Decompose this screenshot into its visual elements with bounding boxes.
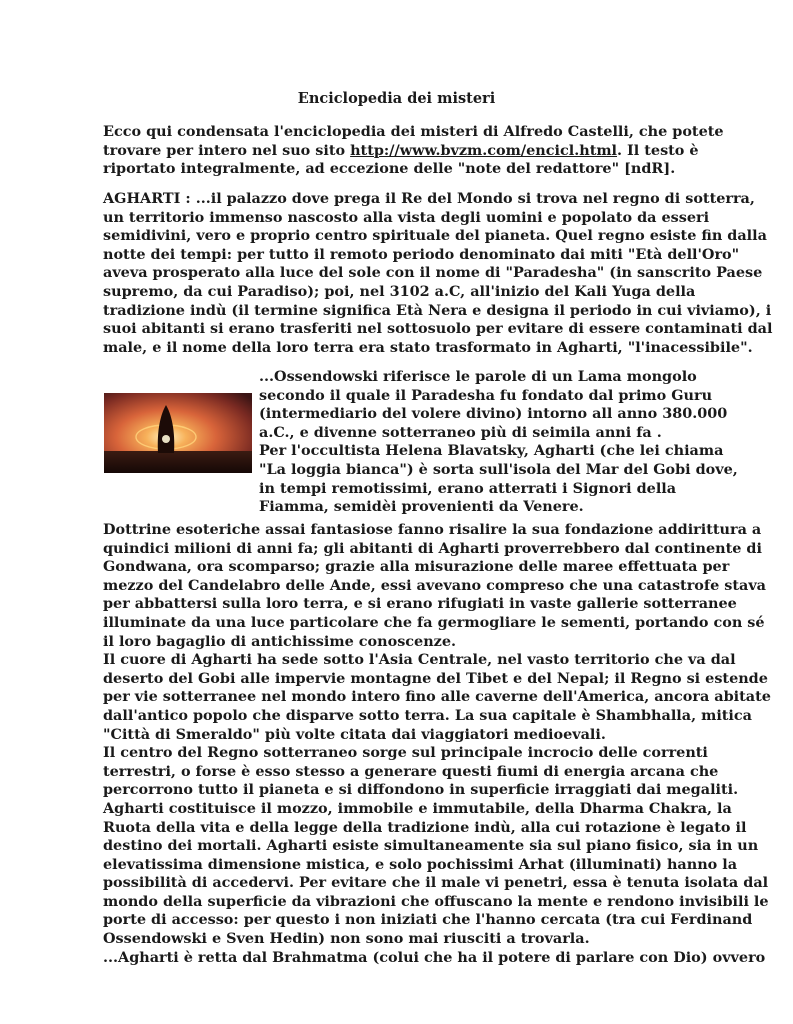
ossendowski-paragraph <box>259 368 738 517</box>
body-line: Il cuore di Agharti ha sede sotto l'Asia Centrale, nel vasto territorio che va dal <box>103 651 736 669</box>
body-line: dall'antico popolo che disparve sotto terra. La sua capitale è Shambhalla, mitica <box>103 706 752 724</box>
agharti-line: AGHARTI : ...il palazzo dove prega il Re del Mondo si trova nel regno di sotterra, <box>103 190 755 207</box>
side-line: secondo il quale il Paradesha fu fondato dal primo Guru <box>259 386 713 404</box>
agharti-paragraph <box>103 190 773 357</box>
body-line: Il centro del Regno sotterraneo sorge sul principale incrocio delle correnti <box>103 744 708 762</box>
body-line: porte di accesso: per questo i non iniziati che l'hanno cercata (tra cui Ferdinand <box>103 911 753 929</box>
page-title: Enciclopedia dei misteri <box>297 90 496 107</box>
dottrine-paragraph <box>103 521 771 967</box>
intro-text: trovare per intero nel suo sito <box>103 141 351 159</box>
side-line: Per l'occultista Helena Blavatsky, Agharti (che lei chiama <box>259 442 724 460</box>
body-line: quindici milioni di anni fa; gli abitanti di Agharti proverrebbero dal continente di <box>103 539 762 557</box>
agharti-line: male, e il nome della loro terra era stato trasformato in Agharti, "l'inacessibile". <box>103 338 753 356</box>
agharti-line: aveva prosperato alla luce del sole con il nome di "Paradesha" (in sanscrito Paese <box>103 264 763 282</box>
body-line: ...Agharti è retta dal Brahmatma (colui che ha il potere di parlare con Dio) ovvero <box>103 948 766 966</box>
body-line: deserto del Gobi alle impervie montagne del Tibet e del Nepal; il Regno si estende <box>103 669 768 687</box>
body-line: "Città di Smeraldo" più volte citata dai viaggiatori medioevali. <box>103 725 606 743</box>
body-line: mondo della superficie da vibrazioni che offuscano la mente e rendono invisibili le <box>103 892 769 910</box>
agharti-line: semidivini, vero e proprio centro spirituale del pianeta. Quel regno esiste fin dalla <box>103 227 767 245</box>
source-link[interactable]: http://www.bvzm.com/encicl.html <box>350 141 618 159</box>
side-line: "La loggia bianca") è sorta sull'isola del Mar del Gobi dove, <box>259 460 738 478</box>
side-line: a.C., e divenne sotterraneo più di seimila anni fa . <box>259 423 662 441</box>
agharti-line: notte dei tempi: per tutto il remoto periodo denominato dai miti "Età dell'Oro" <box>103 245 740 263</box>
intro-paragraph <box>103 123 724 179</box>
intro-line <box>103 141 699 161</box>
body-line: elevatissima dimensione mistica, e solo pochissimi Arhat (illuminati) hanno la <box>103 855 738 873</box>
body-line: mezzo del Candelabro delle Ande, essi avevano compreso che una catastrofe stava <box>103 576 767 594</box>
intro-text: . Il testo è <box>617 141 699 159</box>
body-line: possibilità di accedervi. Per evitare che il male vi penetri, essa è tenuta isolata dal <box>103 874 769 892</box>
body-line: Ruota della vita e della legge della tradizione indù, alla cui rotazione è legato il <box>103 818 747 836</box>
side-line: (intermediario del volere divino) intorno all anno 380.000 <box>259 405 728 423</box>
body-line: il loro bagaglio di antichissime conoscenze. <box>103 632 457 650</box>
agharti-line: un territorio immenso nascosto alla vista degli uomini e popolato da esseri <box>103 208 710 226</box>
side-line: Fiamma, semidèi provenienti da Venere. <box>259 498 584 516</box>
intro-line: riportato integralmente, ad eccezione delle "note del redattore" [ndR]. <box>103 160 676 178</box>
side-line: ...Ossendowski riferisce le parole di un Lama mongolo <box>259 368 697 385</box>
body-line: per vie sotterranee nel mondo intero fino alle caverne dell'America, ancora abitate <box>103 688 771 706</box>
body-line: Dottrine esoteriche assai fantasiose fanno risalire la sua fondazione addirittura a <box>103 521 762 538</box>
body-line: percorrono tutto il pianeta e si diffondono in superficie irraggiati dai megaliti. <box>103 781 739 799</box>
agharti-line: tradizione indù (il termine significa Età Nera e designa il periodo in cui viviamo), i <box>103 301 772 319</box>
body-line: destino dei mortali. Agharti esiste simultaneamente sia sul piano fisico, sia in un <box>103 837 759 855</box>
body-line: terrestri, o forse è esso stesso a generare questi fiumi di energia arcana che <box>103 762 719 780</box>
megalith-sunset-image <box>104 393 252 473</box>
agharti-line: suoi abitanti si erano trasferiti nel sottosuolo per evitare di essere contaminati dal <box>103 320 773 338</box>
agharti-line: supremo, da cui Paradiso); poi, nel 3102 a.C, all'inizio del Kali Yuga della <box>103 282 696 300</box>
intro-line: Ecco qui condensata l'enciclopedia dei misteri di Alfredo Castelli, che potete <box>103 123 724 140</box>
body-line: Gondwana, ora scomparso; grazie alla misurazione delle maree effettuata per <box>103 558 730 576</box>
body-line: per abbattersi sulla loro terra, e si erano rifugiati in vaste gallerie sotterranee <box>103 595 737 613</box>
body-line: illuminate da una luce particolare che fa germogliare le sementi, portando con sé <box>103 613 765 631</box>
side-line: in tempi remotissimi, erano atterrati i Signori della <box>259 479 677 497</box>
body-line: Ossendowski e Sven Hedin) non sono mai riusciti a trovarla. <box>103 930 590 948</box>
body-line: Agharti costituisce il mozzo, immobile e immutabile, della Dharma Chakra, la <box>103 799 732 817</box>
